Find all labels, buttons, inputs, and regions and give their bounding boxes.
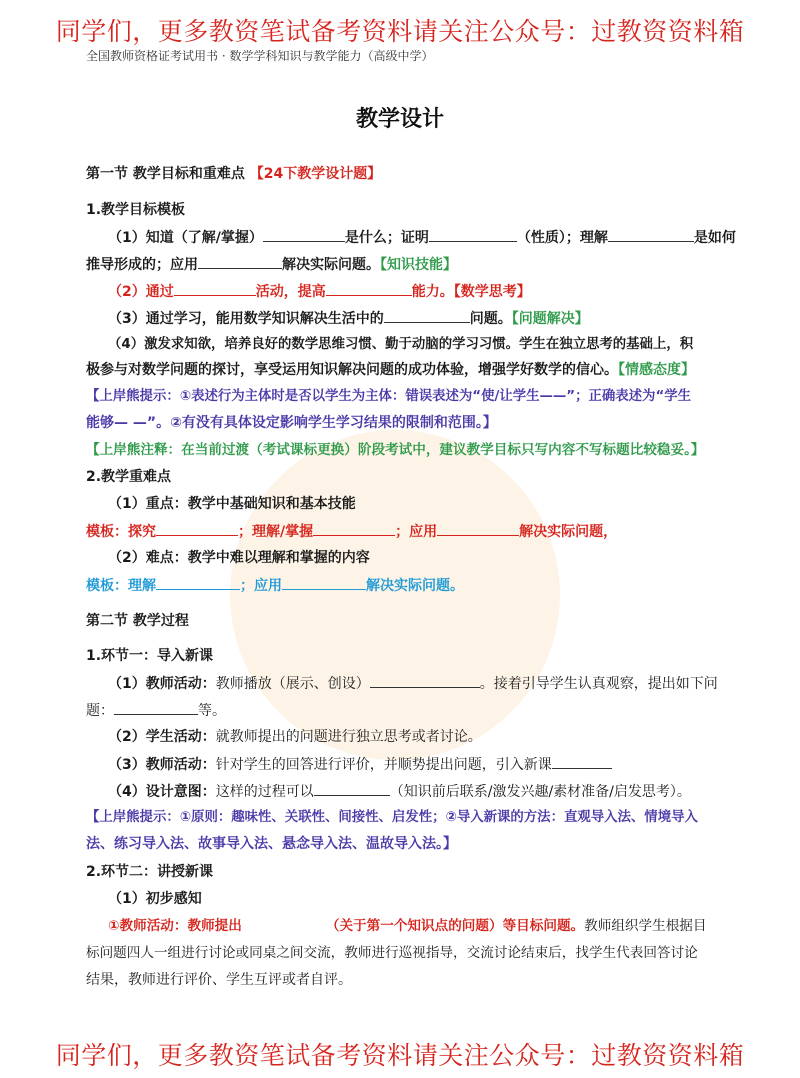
activity-text: 教师组织学生根据目 <box>584 918 707 934</box>
activity-label: （2）学生活动： <box>108 729 216 745</box>
activity-text: （知识前后联系/激发兴趣/素材准备/启发思考）。 <box>389 784 691 800</box>
fill-blank <box>384 308 470 323</box>
activity-text: 这样的过程可以 <box>215 784 314 800</box>
problem-solving-tag: 【问题解决】 <box>511 311 589 327</box>
key-template-text: ；应用 <box>395 524 438 540</box>
design-intent <box>108 781 726 802</box>
objectives-heading: 1.教学目标模板 <box>86 202 186 218</box>
objective-1-text: 是什么；证明 <box>344 230 429 246</box>
activity-text: 针对学生的回答进行评价，并顺势提出问题，引入新课 <box>215 757 552 773</box>
objective-1-text: 解决实际问题。 <box>282 257 380 273</box>
fill-blank <box>156 521 238 536</box>
fill-blank <box>326 281 412 296</box>
objective-3-text: （3）通过学习，能用数学知识解决生活中的 <box>108 311 384 327</box>
knowledge-skill-tag: 【知识技能】 <box>380 257 457 273</box>
tip-2-line-1: 【上岸熊提示：①原则：趣味性、关联性、间接性、启发性；②导入新课的方法：直观导入法、情境导入 <box>86 810 698 825</box>
tip-2-line-2: 法、练习导入法、故事导入法、悬念导入法、温故导入法。】 <box>86 836 457 852</box>
objective-2-text: （2）通过 <box>108 284 174 300</box>
objective-4-line-1: （4）激发求知欲，培养良好的数学思维习惯、勤于动脑的学习习惯。学生在独立思考的基础上，积 <box>108 337 694 352</box>
section-1-title: 第一节 教学目标和重难点 <box>86 166 245 182</box>
difficult-template-text: 模板：理解 <box>86 578 156 594</box>
emotion-attitude-tag: 【情感态度】 <box>618 362 695 378</box>
key-template-text: 模板：探究 <box>86 524 156 540</box>
page-title: 教学设计 <box>355 106 444 132</box>
fill-blank <box>608 227 694 242</box>
section-2-heading: 第二节 教学过程 <box>86 613 189 629</box>
fill-blank <box>552 754 612 769</box>
math-thinking-tag: 【数学思考】 <box>453 284 531 300</box>
section-1-heading <box>86 164 726 184</box>
activity-text: 题： <box>86 703 114 719</box>
objective-2-text: 活动，提高 <box>255 284 326 300</box>
fill-blank <box>437 521 519 536</box>
teacher-activity-3-line-3: 结果，教师进行评价、学生互评或者自评。 <box>86 972 352 988</box>
teacher-activity-1-line-2 <box>86 700 726 721</box>
fill-blank <box>156 575 240 590</box>
promo-banner-top: 同学们，更多教资笔试备考资料请关注公众号：过教资资料箱 <box>55 17 745 46</box>
tip-1-line-1: 【上岸熊提示：①表述行为主体时是否以学生为主体：错误表述为“使/让学生——”；正确表述为“学生 <box>86 389 692 404</box>
fill-blank <box>282 575 366 590</box>
activity-label: （关于第一个知识点的问题）等目标问题。 <box>325 918 585 934</box>
fill-blank <box>198 254 282 269</box>
objective-4-line-2 <box>86 360 726 380</box>
objective-1-line-1 <box>108 227 736 248</box>
initial-perception: （1）初步感知 <box>108 891 202 907</box>
fill-blank <box>174 281 256 296</box>
step-1-heading: 1.环节一：导入新课 <box>86 648 214 664</box>
tip-1-line-2: 能够— —”。②有没有具体设定影响学生学习结果的限制和范围。】 <box>86 415 497 431</box>
difficult-template-text: ；应用 <box>240 578 282 594</box>
activity-text: 。接着引导学生认真观察，提出如下问 <box>479 676 718 692</box>
teacher-activity-2 <box>108 754 726 775</box>
objective-1-text: 是如何 <box>693 230 736 246</box>
difficult-point-template <box>86 575 726 596</box>
fill-blank <box>313 521 395 536</box>
note-1: 【上岸熊注释：在当前过渡（考试课标更换）阶段考试中，建议教学目标只写内容不写标题比较稳妥。】 <box>86 442 705 458</box>
teacher-activity-1-line-1 <box>108 673 726 694</box>
objective-2-text: 能力。 <box>411 284 454 300</box>
key-point: （1）重点：教学中基础知识和基本技能 <box>108 496 356 512</box>
objective-3-text: 问题。 <box>469 311 512 327</box>
difficult-template-text: 解决实际问题。 <box>366 578 464 594</box>
book-subtitle: 全国教师资格证考试用书 · 数学学科知识与教学能力（高级中学） <box>86 49 434 63</box>
key-point-template <box>86 521 726 542</box>
teacher-activity-3-line-1 <box>108 916 726 936</box>
key-difficult-heading: 2.教学重难点 <box>86 469 172 485</box>
objective-1-text: （性质）；理解 <box>516 230 608 246</box>
objective-1-line-2 <box>86 254 726 275</box>
activity-text: 教师播放（展示、创设） <box>215 676 370 692</box>
objective-2 <box>108 281 726 302</box>
fill-blank <box>429 227 517 242</box>
activity-label: ①教师活动：教师提出 <box>108 918 242 934</box>
key-template-text: ；理解/掌握 <box>238 524 314 540</box>
key-template-text: 解决实际问题， <box>519 524 618 540</box>
objective-4-text: 极参与对数学问题的探讨，享受运用知识解决问题的成功体验，增强学好数学的信心。 <box>86 362 618 378</box>
activity-text: 就教师提出的问题进行独立思考或者讨论。 <box>215 729 482 745</box>
objective-1-text: （1）知道（了解/掌握） <box>108 230 263 246</box>
fill-blank <box>263 227 345 242</box>
student-activity <box>108 727 726 747</box>
activity-label: （3）教师活动： <box>108 757 216 773</box>
teacher-activity-3-line-2: 标问题四人一组进行讨论或同桌之间交流，教师进行巡视指导，交流讨论结束后，找学生代表回答讨论 <box>86 945 698 961</box>
activity-text: 等。 <box>198 703 226 719</box>
fill-blank <box>370 673 480 688</box>
activity-label: （1）教师活动： <box>108 676 216 692</box>
section-1-tag: 【24下教学设计题】 <box>249 166 382 182</box>
difficult-point: （2）难点：教学中难以理解和掌握的内容 <box>108 550 370 566</box>
activity-label: （4）设计意图： <box>108 784 216 800</box>
fill-blank <box>314 781 390 796</box>
promo-banner-bottom: 同学们，更多教资笔试备考资料请关注公众号：过教资资料箱 <box>55 1041 745 1070</box>
step-2-heading: 2.环节二：讲授新课 <box>86 864 214 880</box>
fill-blank <box>114 700 198 715</box>
objective-1-text: 推导形成的；应用 <box>86 257 198 273</box>
objective-3 <box>108 308 726 329</box>
